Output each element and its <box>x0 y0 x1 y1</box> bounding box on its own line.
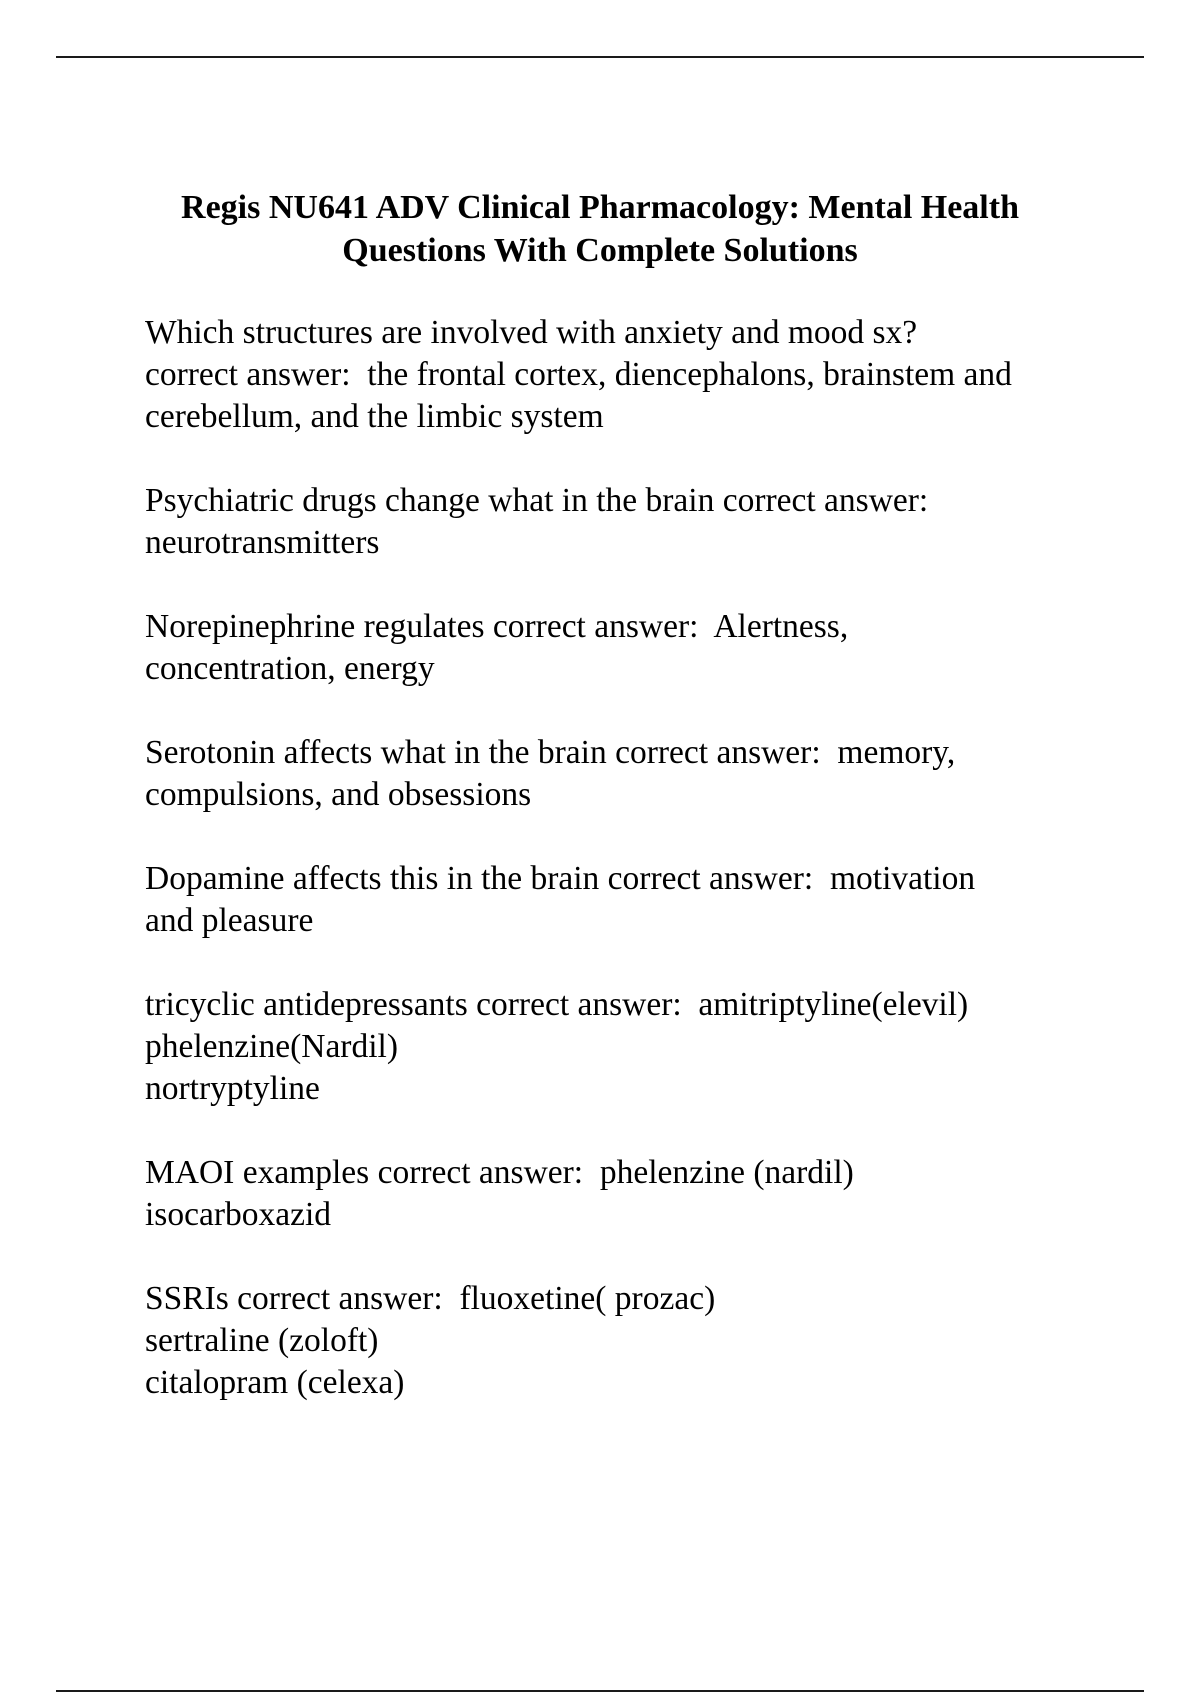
qa-line: tricyclic antidepressants correct answer: amitriptyline(elevil) <box>145 986 969 1023</box>
qa-item-tricyclic <box>145 984 1105 1110</box>
qa-line: compulsions, and obsessions <box>145 776 532 813</box>
qa-item-psychiatric-drugs <box>145 480 1105 564</box>
qa-line: Psychiatric drugs change what in the brain correct answer: <box>145 482 929 519</box>
qa-line: sertraline (zoloft) <box>145 1322 379 1359</box>
top-divider <box>56 56 1144 58</box>
qa-line: and pleasure <box>145 902 314 939</box>
qa-line: isocarboxazid <box>145 1196 332 1233</box>
qa-line: cerebellum, and the limbic system <box>145 398 604 435</box>
title-line-1: Regis NU641 ADV Clinical Pharmacology: Mental Health <box>181 189 1019 226</box>
qa-line: Dopamine affects this in the brain correct answer: motivation <box>145 860 976 897</box>
qa-item-ssris <box>145 1278 1105 1404</box>
qa-line: nortryptyline <box>145 1070 320 1107</box>
qa-line: SSRIs correct answer: fluoxetine( prozac) <box>145 1280 716 1317</box>
qa-item-norepinephrine <box>145 606 1105 690</box>
qa-item-anxiety-structures <box>145 312 1105 438</box>
qa-line: Which structures are involved with anxiety and mood sx? <box>145 314 918 351</box>
title-line-2: Questions With Complete Solutions <box>342 232 858 269</box>
document-title <box>120 186 1080 272</box>
qa-line: phelenzine(Nardil) <box>145 1028 398 1065</box>
qa-line: neurotransmitters <box>145 524 380 561</box>
qa-line: citalopram (celexa) <box>145 1364 405 1401</box>
qa-line: concentration, energy <box>145 650 435 687</box>
qa-line: correct answer: the frontal cortex, diencephalons, brainstem and <box>145 356 1012 393</box>
qa-line: Serotonin affects what in the brain correct answer: memory, <box>145 734 956 771</box>
bottom-divider <box>56 1690 1144 1692</box>
qa-item-serotonin <box>145 732 1105 816</box>
qa-item-dopamine <box>145 858 1105 942</box>
qa-line: Norepinephrine regulates correct answer: Alertness, <box>145 608 849 645</box>
qa-line: MAOI examples correct answer: phelenzine (nardil) <box>145 1154 854 1191</box>
qa-list <box>145 312 1105 1446</box>
qa-item-maoi <box>145 1152 1105 1236</box>
